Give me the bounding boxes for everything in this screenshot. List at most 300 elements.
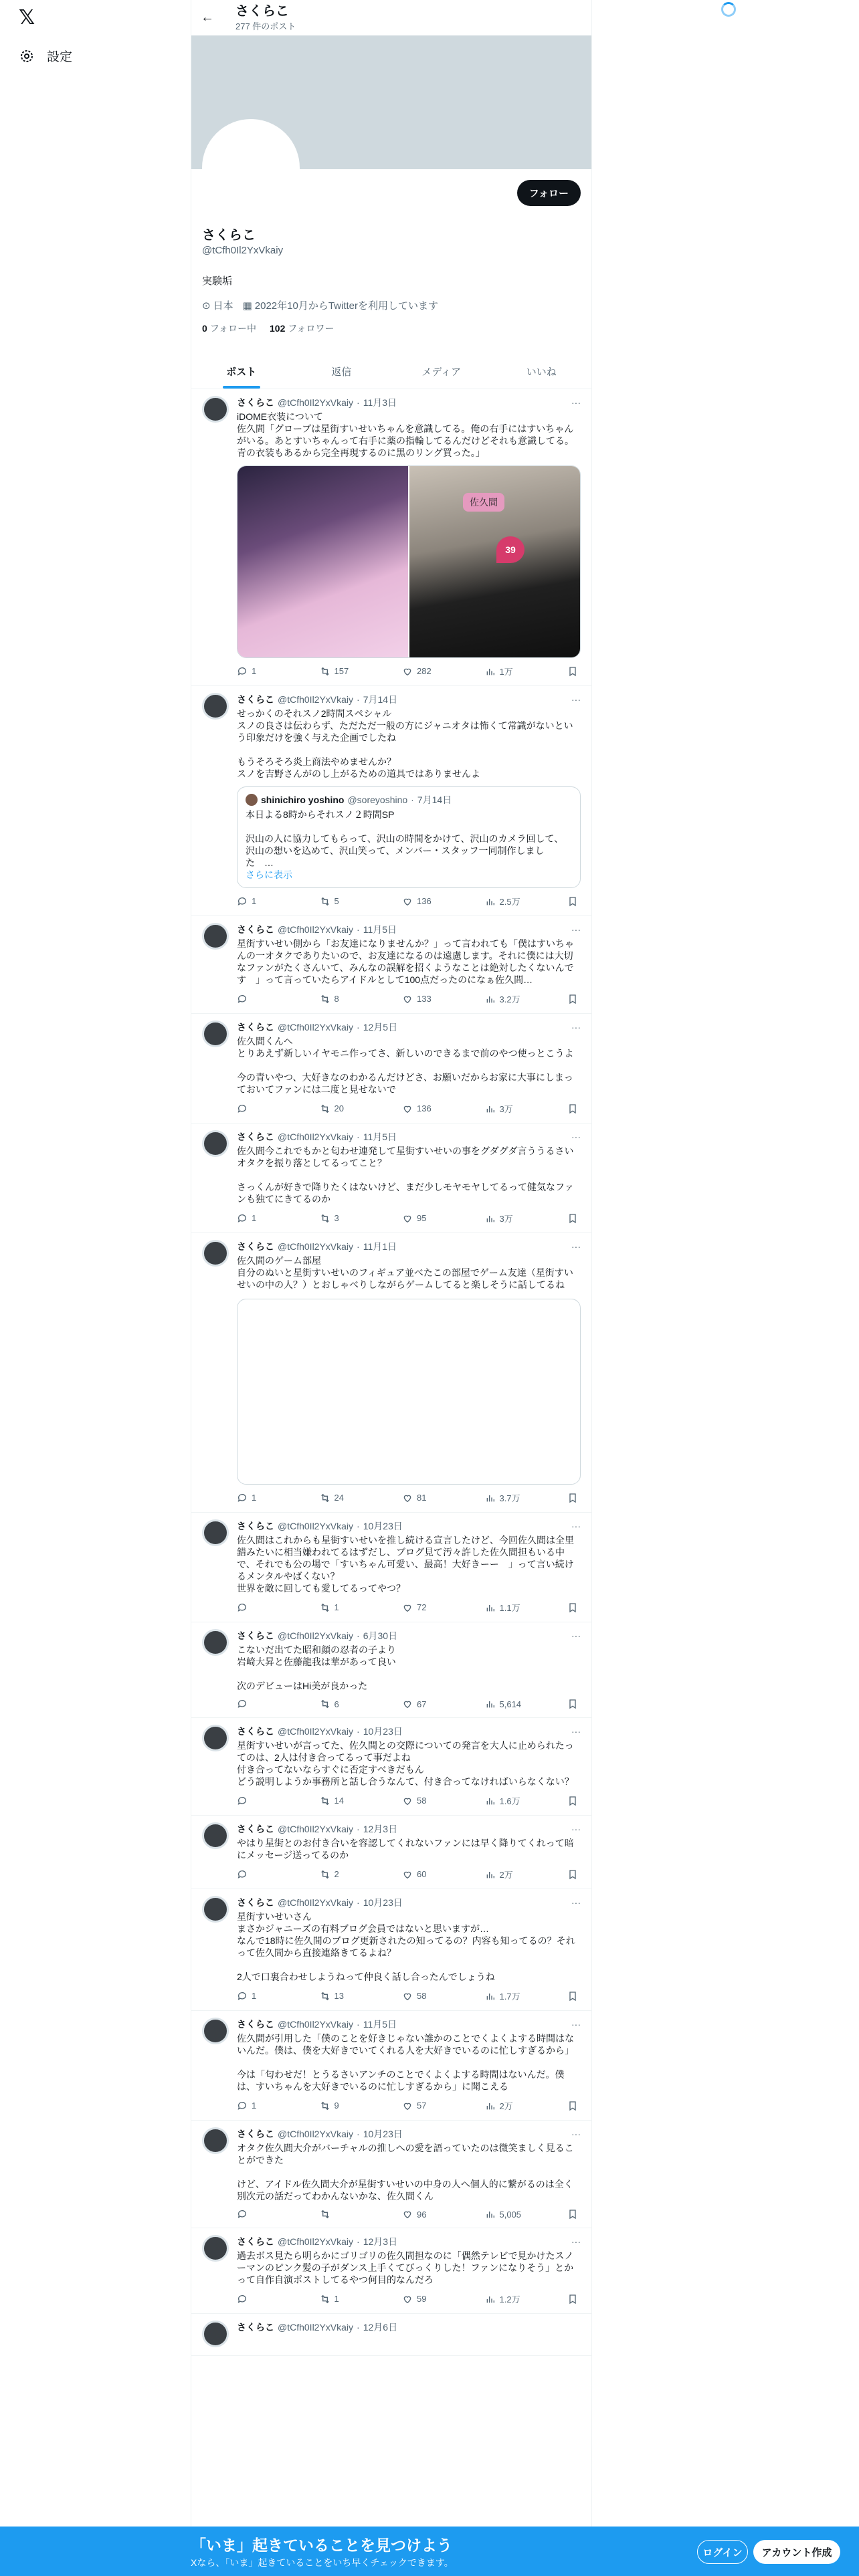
like-count: 72: [417, 1602, 427, 1612]
more-options-icon[interactable]: ···: [571, 924, 581, 935]
nav-settings[interactable]: [19, 47, 72, 65]
tweet[interactable]: [191, 686, 591, 916]
tweet-avatar[interactable]: [202, 1725, 229, 1751]
tweet-text: こないだ出てた昭和顔の忍者の子より 岩崎大昇と佐藤龍我は華があって良い 次のデビューはHi美が良かった: [237, 1644, 396, 1691]
like-button[interactable]: [402, 2099, 442, 2112]
retweet-button[interactable]: [320, 2209, 360, 2220]
views-count: 1.1万: [499, 1603, 520, 1613]
tweet-actions: [237, 1212, 581, 1224]
reply-button[interactable]: [237, 895, 277, 907]
reply-icon: [237, 1213, 248, 1224]
bookmark-icon: [567, 1699, 578, 1709]
nav-settings-label: 設定: [47, 50, 73, 64]
tweet-separator: ·: [357, 2236, 360, 2247]
retweet-button[interactable]: [320, 1491, 360, 1504]
retweet-icon: [320, 1991, 330, 2002]
retweet-icon: [320, 2209, 330, 2220]
bookmark-icon: [567, 1869, 578, 1880]
reply-button[interactable]: [237, 2099, 277, 2112]
tweet-separator: ·: [357, 1726, 360, 1737]
retweet-count: 2: [334, 1869, 339, 1879]
views-button[interactable]: [485, 992, 525, 1005]
views-button[interactable]: [485, 895, 525, 907]
tweet[interactable]: [191, 1889, 591, 2011]
views-count: 2.5万: [499, 897, 520, 907]
tweet-header: [237, 1240, 581, 1253]
retweet-icon: [320, 1699, 330, 1709]
more-options-icon[interactable]: ···: [571, 694, 581, 705]
tweet-avatar[interactable]: [202, 1240, 229, 1267]
tweet-avatar[interactable]: [202, 2018, 229, 2044]
like-button[interactable]: [402, 1990, 442, 2002]
more-options-icon[interactable]: ···: [571, 1521, 581, 1531]
more-options-icon[interactable]: ···: [571, 2236, 581, 2247]
views-count: 1.2万: [499, 2294, 520, 2304]
reply-button[interactable]: [237, 1794, 277, 1807]
media-photo-2[interactable]: [409, 466, 580, 657]
retweet-count: 3: [334, 1213, 339, 1223]
tweet-date[interactable]: 11月5日: [363, 2019, 397, 2030]
tweet-author-handle[interactable]: @tCfh0Il2YxVkaiy: [278, 924, 354, 935]
like-button[interactable]: [402, 1868, 442, 1881]
like-icon: [402, 2101, 413, 2111]
tweet-body: [237, 2321, 581, 2347]
retweet-button[interactable]: [320, 1102, 360, 1115]
tweet[interactable]: [191, 2228, 591, 2314]
tweet-separator: ·: [357, 1824, 360, 1834]
quoted-tweet-date: 7月14日: [417, 794, 452, 805]
reply-button[interactable]: [237, 1601, 277, 1614]
tweet-author-name[interactable]: さくらこ: [237, 1022, 274, 1033]
tweet-separator: ·: [357, 2322, 360, 2333]
tweet-separator: ·: [357, 1521, 360, 1531]
loading-spinner: [719, 0, 739, 20]
tweet-header: [237, 1896, 581, 1909]
tweet-actions: [237, 1990, 581, 2002]
follow-button[interactable]: フォロー: [517, 180, 581, 206]
views-button[interactable]: [485, 2209, 525, 2220]
tweet-body: [237, 2235, 581, 2305]
retweet-count: 13: [334, 1991, 344, 2001]
tweet-author-handle[interactable]: @tCfh0Il2YxVkaiy: [278, 1824, 354, 1834]
tweet-text: 佐久間はこれからも星街すいせいを推し続ける宣言したけど、今回佐久間は全里錯みたいに相当嫌われてるはずだし、ブログ見て汚々許した佐久間担もいる中で、それでも公の場で「すいちゃん可愛い、最高！大好きーー 」って言い続けるメンタルやばくない？ 世界を敵に回しても愛してるってやつ？: [237, 1535, 574, 1594]
tab-posts[interactable]: ポスト: [191, 354, 292, 389]
profile-handle: @tCfh0Il2YxVkaiy: [202, 245, 284, 256]
tweet-header: [237, 2321, 581, 2334]
like-button[interactable]: [402, 2292, 442, 2305]
views-count: 3万: [499, 1214, 513, 1224]
views-icon: [485, 1991, 496, 2002]
profile-name: さくらこ: [202, 228, 256, 243]
tweet-author-handle[interactable]: @tCfh0Il2YxVkaiy: [278, 1241, 354, 1252]
bookmark-button[interactable]: [567, 1699, 578, 1709]
like-icon: [402, 666, 413, 677]
more-options-icon[interactable]: ···: [571, 1241, 581, 1252]
more-options-icon[interactable]: ···: [571, 2129, 581, 2139]
like-button[interactable]: [402, 1491, 442, 1504]
tweet-author-name[interactable]: さくらこ: [237, 397, 274, 408]
tweet-embed-card[interactable]: [237, 1299, 581, 1485]
quoted-tweet-separator: ·: [411, 794, 414, 805]
reply-button[interactable]: [237, 1990, 277, 2002]
tweet-author-handle[interactable]: @tCfh0Il2YxVkaiy: [278, 1521, 354, 1531]
header-post-count: 277 件のポスト: [235, 21, 296, 31]
tweet-author-handle[interactable]: @tCfh0Il2YxVkaiy: [278, 694, 354, 705]
tweet[interactable]: [191, 2121, 591, 2228]
bookmark-button[interactable]: [567, 992, 578, 1005]
timeline: [191, 389, 591, 2356]
tweet-author-name[interactable]: さくらこ: [237, 2236, 274, 2247]
more-options-icon[interactable]: ···: [571, 1824, 581, 1834]
retweet-icon: [320, 896, 330, 907]
like-button[interactable]: [402, 2209, 442, 2220]
tweet-date[interactable]: 10月23日: [363, 1521, 403, 1531]
tweet-body: [237, 2127, 581, 2220]
show-more-link[interactable]: さらに表示: [246, 869, 292, 880]
back-arrow-icon[interactable]: ←: [201, 10, 214, 25]
tweet-avatar[interactable]: [202, 1822, 229, 1849]
tweet-avatar[interactable]: [202, 1519, 229, 1546]
views-button[interactable]: [485, 1868, 525, 1881]
retweet-icon: [320, 1869, 330, 1880]
tweet-author-handle[interactable]: @tCfh0Il2YxVkaiy: [278, 397, 354, 408]
like-button[interactable]: [402, 895, 442, 907]
reply-button[interactable]: [237, 1868, 277, 1881]
reply-count: 1: [252, 2101, 257, 2111]
reply-count: 1: [252, 1991, 257, 2001]
x-logo-icon[interactable]: 𝕏: [19, 7, 35, 29]
like-count: 58: [417, 1991, 427, 2001]
views-icon: [485, 1869, 496, 1880]
tweet-body: [237, 396, 581, 677]
profile-avatar[interactable]: [202, 119, 300, 217]
tweet-separator: ·: [357, 1241, 360, 1252]
reply-button[interactable]: [237, 1102, 277, 1115]
views-button[interactable]: [485, 2099, 525, 2112]
tweet-date[interactable]: 12月3日: [363, 2236, 398, 2247]
tweet-date[interactable]: 11月3日: [363, 397, 397, 408]
more-options-icon[interactable]: ···: [571, 1630, 581, 1641]
followers-link[interactable]: 102 フォロワー: [270, 323, 335, 334]
tweet-header: [237, 693, 581, 706]
reply-button[interactable]: [237, 2209, 277, 2220]
following-link[interactable]: 0 フォロー中: [202, 323, 256, 334]
tweet-actions: [237, 2209, 581, 2220]
retweet-count: 6: [334, 1699, 339, 1709]
quoted-tweet-text: 本日よる8時からそれスノ２時間SP 沢山の人に協力してもらって、沢山の時間をかけて、沢山のカメラ回して、沢山の想いを込めて、沢山笑って、メンバー・スタッフ一同制作しました …: [246, 809, 564, 868]
tweet-text: 佐久間今これでもかと匂わせ連発して星街すいせいの事をグダグダ言ううるさいオタクを振り落としてるってこと？ さっくんが好きで降りたくはないけど、まだ少しモヤモヤしてるって健気なファンも独てにきてるのか: [237, 1146, 574, 1204]
retweet-count: 14: [334, 1796, 344, 1806]
bookmark-button[interactable]: [567, 665, 578, 677]
views-icon: [485, 1796, 496, 1806]
tweet-author-name[interactable]: さくらこ: [237, 2129, 274, 2139]
tweet-actions: [237, 1868, 581, 1881]
tweet-body: [237, 1021, 581, 1115]
tweet-date[interactable]: 12月6日: [363, 2322, 398, 2333]
tweet-author-handle[interactable]: @tCfh0Il2YxVkaiy: [278, 1022, 354, 1033]
retweet-button[interactable]: [320, 895, 360, 907]
tweet-author-name[interactable]: さくらこ: [237, 1521, 274, 1531]
tweet-actions: [237, 895, 581, 907]
tweet-author-name[interactable]: さくらこ: [237, 924, 274, 935]
tweet-avatar[interactable]: [202, 693, 229, 720]
tweet-date[interactable]: 10月23日: [363, 1726, 403, 1737]
tweet-avatar[interactable]: [202, 2127, 229, 2154]
reply-count: 1: [252, 896, 257, 906]
views-count: 3.2万: [499, 994, 520, 1004]
profile-follow-counts: [202, 322, 581, 335]
tweet-author-handle[interactable]: @tCfh0Il2YxVkaiy: [278, 1726, 354, 1737]
tweet-text: iDOME衣装について 佐久間「グローブは星街すいせいちゃんを意識してる。俺の右手にはすいちゃんがいる。あとすいちゃんって右手に薬の指輪してるんだけどそれも意識してる。青の衣装もあるから完全再現するのに黒のリング買った。」: [237, 411, 574, 458]
tweet-avatar[interactable]: [202, 1130, 229, 1157]
tweet-text: 星街すいせいさん まさかジャニーズの有料ブログ会員ではないと思いますが… なんで18時に佐久間のブログ更新されたの知ってるの？内容も知ってるの？それって佐久間から直接連絡きてるよね？ 2人で口裏合わせしようねって仲良く話し合ったんでしょうね: [237, 1911, 575, 1982]
retweet-button[interactable]: [320, 665, 360, 677]
tweet[interactable]: [191, 2011, 591, 2121]
retweet-count: 1: [334, 1602, 339, 1612]
tweet-body: [237, 1629, 581, 1709]
tweet-date[interactable]: 7月14日: [363, 694, 398, 705]
tweet-author-name[interactable]: さくらこ: [237, 1726, 274, 1737]
bookmark-button[interactable]: [567, 1794, 578, 1807]
views-icon: [485, 666, 496, 677]
like-button[interactable]: [402, 1601, 442, 1614]
bookmark-button[interactable]: [567, 895, 578, 907]
tweet-date[interactable]: 11月1日: [363, 1241, 397, 1252]
retweet-button[interactable]: [320, 1699, 360, 1709]
like-count: 96: [417, 2209, 427, 2220]
profile-location: 日本: [213, 300, 233, 312]
tab-media[interactable]: メディア: [421, 366, 462, 378]
reply-button[interactable]: [237, 1491, 277, 1504]
signup-banner: [0, 2527, 859, 2576]
profile-info: [191, 216, 591, 335]
tweet-separator: ·: [357, 1022, 360, 1033]
like-button[interactable]: [402, 665, 442, 677]
views-button[interactable]: [485, 1491, 525, 1504]
more-options-icon[interactable]: ···: [571, 1132, 581, 1142]
tweet-avatar[interactable]: [202, 2235, 229, 2262]
reply-icon: [237, 1991, 248, 2002]
reply-button[interactable]: [237, 665, 277, 677]
retweet-button[interactable]: [320, 1601, 360, 1614]
reply-icon: [237, 666, 248, 677]
views-button[interactable]: [485, 1601, 525, 1614]
retweet-icon: [320, 994, 330, 1004]
views-icon: [485, 2101, 496, 2111]
create-account-button[interactable]: アカウント作成: [753, 2540, 840, 2564]
views-button[interactable]: [485, 665, 525, 677]
tab-likes[interactable]: いいね: [526, 366, 557, 378]
views-count: 5,614: [499, 1699, 522, 1709]
like-button[interactable]: [402, 1699, 442, 1709]
tab-replies[interactable]: 返信: [331, 366, 352, 378]
views-button[interactable]: [485, 1794, 525, 1807]
left-navigation: [0, 0, 191, 2576]
tweet-separator: ·: [357, 1132, 360, 1142]
retweet-count: 20: [334, 1103, 344, 1113]
tweet-header: [237, 1130, 581, 1144]
tweet-author-handle[interactable]: @tCfh0Il2YxVkaiy: [278, 2019, 354, 2030]
tweet-author-handle[interactable]: @tCfh0Il2YxVkaiy: [278, 2236, 354, 2247]
tweet-body: [237, 1519, 581, 1614]
tweet-media[interactable]: [237, 465, 581, 658]
tweet-date[interactable]: 10月23日: [363, 1897, 403, 1908]
reply-button[interactable]: [237, 992, 277, 1005]
retweet-button[interactable]: [320, 1990, 360, 2002]
tweet-date[interactable]: 10月23日: [363, 2129, 403, 2139]
tweet-author-handle[interactable]: @tCfh0Il2YxVkaiy: [278, 2129, 354, 2139]
views-icon: [485, 1493, 496, 1503]
spinner-icon: [721, 2, 736, 17]
like-count: 136: [417, 896, 432, 906]
tweet-author-handle[interactable]: @tCfh0Il2YxVkaiy: [278, 1897, 354, 1908]
tweet-author-name[interactable]: さくらこ: [237, 694, 274, 705]
like-count: 81: [417, 1493, 427, 1503]
more-options-icon[interactable]: ···: [571, 1726, 581, 1737]
media-photo-1[interactable]: [237, 466, 408, 657]
tweet-partial[interactable]: [191, 2314, 591, 2356]
views-count: 3万: [499, 1104, 513, 1114]
reply-button[interactable]: [237, 2292, 277, 2305]
tweet-author-handle[interactable]: @tCfh0Il2YxVkaiy: [278, 1132, 354, 1142]
tweet-author-name[interactable]: さくらこ: [237, 1630, 274, 1641]
tweet-date[interactable]: 12月3日: [363, 1824, 398, 1834]
reply-button[interactable]: [237, 1212, 277, 1224]
tweet[interactable]: [191, 1622, 591, 1718]
retweet-button[interactable]: [320, 1794, 360, 1807]
tweet-separator: ·: [357, 1897, 360, 1908]
tweet[interactable]: [191, 1014, 591, 1123]
tweet-author-name[interactable]: さくらこ: [237, 1132, 274, 1142]
retweet-icon: [320, 1493, 330, 1503]
more-options-icon[interactable]: ···: [571, 1022, 581, 1033]
like-icon: [402, 1869, 413, 1880]
tweet[interactable]: [191, 1816, 591, 1889]
like-icon: [402, 2294, 413, 2304]
bookmark-button[interactable]: [567, 1212, 578, 1224]
like-button[interactable]: [402, 1102, 442, 1115]
reply-icon: [237, 896, 248, 907]
gear-icon: [19, 48, 35, 64]
tweet-body: [237, 693, 581, 907]
tweet-text: せっかくのそれスノ2時間スペシャル スノの良さは伝わらず、ただただ一般の方にジャニオタは怖くて常識がないという印象だけを強く与えた企画でしたね もうそろそろ炎上商法やめませんか？ スノを吉野さんがのし上がるための道具ではありませんよ: [237, 708, 573, 779]
tweet-author-name[interactable]: さくらこ: [237, 1897, 274, 1908]
bookmark-icon: [567, 1103, 578, 1114]
tweet-date[interactable]: 11月5日: [363, 924, 397, 935]
like-button[interactable]: [402, 992, 442, 1005]
retweet-button[interactable]: [320, 992, 360, 1005]
tweet-author-handle[interactable]: @tCfh0Il2YxVkaiy: [278, 1630, 354, 1641]
login-button[interactable]: ログイン: [697, 2540, 748, 2564]
quoted-tweet[interactable]: [237, 786, 581, 888]
tweet-separator: ·: [357, 924, 360, 935]
tweet[interactable]: [191, 1233, 591, 1513]
tweet-date[interactable]: 12月5日: [363, 1022, 398, 1033]
tweet-avatar[interactable]: [202, 2321, 229, 2347]
more-options-icon[interactable]: ···: [571, 397, 581, 408]
profile-column: [191, 0, 592, 2576]
like-count: 57: [417, 2101, 427, 2111]
tweet-avatar[interactable]: [202, 1629, 229, 1656]
tweet-avatar[interactable]: [202, 1021, 229, 1047]
retweet-button[interactable]: [320, 1212, 360, 1224]
tweet-author-name[interactable]: さくらこ: [237, 1824, 274, 1834]
signup-banner-title: 「いま」起きていることを見つけよう: [191, 2537, 452, 2554]
like-button[interactable]: [402, 1794, 442, 1807]
views-button[interactable]: [485, 1102, 525, 1115]
profile-bio: 実験垢: [202, 276, 233, 287]
tweet-text: 佐久間くんへ とりあえず新しいイヤモニ作ってさ、新しいのできるまで前のやつ使っとこうよ 今の青いやつ、大好きなのわかるんだけどさ、お願いだからお家に大事にしまっておいてファンには二度と見せないで: [237, 1036, 574, 1095]
like-button[interactable]: [402, 1212, 442, 1224]
views-button[interactable]: [485, 1990, 525, 2002]
tweet-author-name[interactable]: さくらこ: [237, 2322, 274, 2333]
bookmark-icon: [567, 896, 578, 907]
retweet-icon: [320, 2101, 330, 2111]
bookmark-button[interactable]: [567, 1990, 578, 2002]
like-count: 95: [417, 1213, 427, 1223]
tweet-author-name[interactable]: さくらこ: [237, 2019, 274, 2030]
like-icon: [402, 1103, 413, 1114]
retweet-count: 5: [334, 896, 339, 906]
reply-icon: [237, 2209, 248, 2220]
views-icon: [485, 1103, 496, 1114]
bookmark-button[interactable]: [567, 1491, 578, 1504]
tweet[interactable]: [191, 1718, 591, 1816]
media-photo-pick: 39: [496, 536, 524, 563]
bookmark-button[interactable]: [567, 2209, 578, 2220]
bookmark-button[interactable]: [567, 2099, 578, 2112]
tweet-date[interactable]: 11月5日: [363, 1132, 397, 1142]
tweet-avatar[interactable]: [202, 1896, 229, 1923]
tweet-avatar[interactable]: [202, 396, 229, 423]
quoted-tweet-author-name: shinichiro yoshino: [261, 794, 345, 805]
more-options-icon[interactable]: ···: [571, 2019, 581, 2030]
views-button[interactable]: [485, 2292, 525, 2305]
tweet-author-name[interactable]: さくらこ: [237, 1241, 274, 1252]
bookmark-button[interactable]: [567, 1102, 578, 1115]
tweet[interactable]: [191, 389, 591, 686]
bookmark-button[interactable]: [567, 1601, 578, 1614]
tweet-date[interactable]: 6月30日: [363, 1630, 398, 1641]
retweet-button[interactable]: [320, 2099, 360, 2112]
quoted-tweet-header: [246, 794, 572, 806]
more-options-icon[interactable]: ···: [571, 1897, 581, 1908]
tweet-separator: ·: [357, 1630, 360, 1641]
retweet-button[interactable]: [320, 1868, 360, 1881]
tweet[interactable]: [191, 1513, 591, 1622]
bookmark-button[interactable]: [567, 2292, 578, 2305]
retweet-icon: [320, 666, 330, 677]
reply-icon: [237, 994, 248, 1004]
bookmark-button[interactable]: [567, 1868, 578, 1881]
views-button[interactable]: [485, 1699, 525, 1709]
reply-button[interactable]: [237, 1699, 277, 1709]
retweet-button[interactable]: [320, 2292, 360, 2305]
bookmark-icon: [567, 1602, 578, 1613]
views-button[interactable]: [485, 1212, 525, 1224]
tweet[interactable]: [191, 1123, 591, 1233]
views-count: 2万: [499, 1870, 513, 1880]
tweet-author-handle[interactable]: @tCfh0Il2YxVkaiy: [278, 2322, 354, 2333]
retweet-count: 157: [334, 666, 349, 676]
like-icon: [402, 994, 413, 1004]
tweet-avatar[interactable]: [202, 923, 229, 950]
tweet-body: [237, 1822, 581, 1881]
bookmark-icon: [567, 1213, 578, 1224]
tweet[interactable]: [191, 916, 591, 1014]
tweet-text: オタク佐久間大介がバーチャルの推しへの愛を語っていたのは微笑ましく見ることができた けど、アイドル佐久間大介が星街すいせいの中身の人へ個人的に繋がるのは全く別次元の話だってわかんないかな、佐久間くん: [237, 2143, 574, 2202]
like-count: 133: [417, 994, 432, 1004]
